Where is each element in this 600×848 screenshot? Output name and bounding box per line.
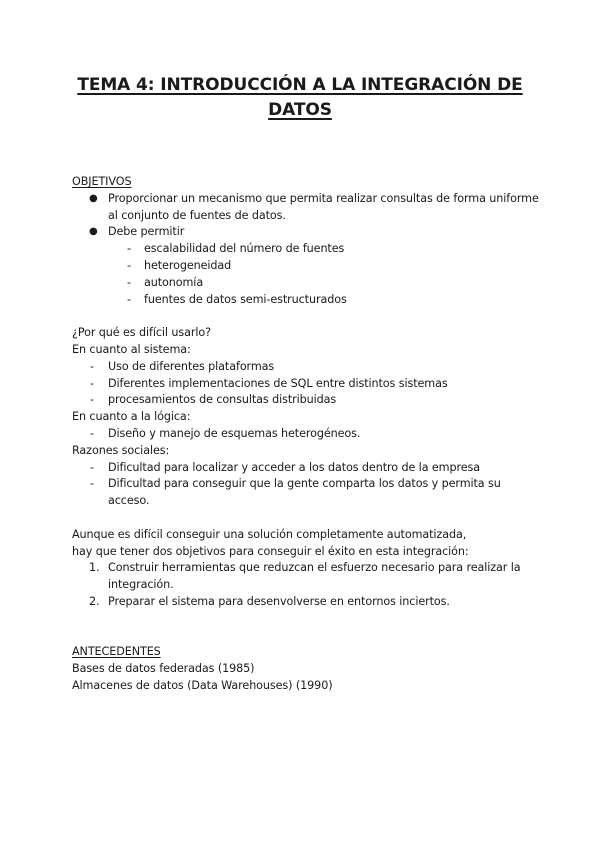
numbered-item-text: Preparar el sistema para desenvolverse en entornos inciertos.: [108, 594, 450, 608]
dash-marker: -: [90, 460, 94, 474]
page-title: [40, 73, 560, 123]
list-item-text: Dificultad para localizar y acceder a los datos dentro de la empresa: [108, 460, 481, 474]
list-item-text: Dificultad para conseguir que la gente comparta los datos y permita su acceso.: [108, 477, 501, 508]
conclusion-line-2: hay que tener dos objetivos para conseguir el éxito en esta integración:: [72, 544, 469, 558]
sub-list-item: [72, 292, 542, 309]
objetivos-section: [72, 174, 542, 695]
sub-list-item-text: fuentes de datos semi-estructurados: [144, 292, 347, 306]
dash-marker: -: [90, 477, 94, 491]
list-item-text: procesamientos de consultas distribuidas: [108, 393, 337, 407]
dash-marker: -: [90, 376, 94, 390]
sistema-label: En cuanto al sistema:: [72, 342, 191, 356]
paragraph-gap: [72, 308, 542, 325]
objetivos-heading: OBJETIVOS: [72, 175, 132, 188]
sub-list-item: [72, 241, 542, 258]
sub-list-item-text: escalabilidad del número de fuentes: [144, 242, 345, 256]
paragraph-gap: [72, 628, 542, 645]
list-item-text: Proporcionar un mecanismo que permita realizar consultas de forma uniforme al conjunto de fuentes de datos.: [108, 191, 539, 222]
number-marker: 2.: [89, 594, 100, 608]
numbered-item-text: Construir herramientas que reduzcan el esfuerzo necesario para realizar la integración.: [108, 561, 521, 592]
dash-marker: -: [90, 359, 94, 373]
title-line-2: DATOS: [268, 100, 332, 120]
sub-list-item: [72, 258, 542, 275]
bullet-marker: ●: [89, 192, 98, 204]
list-item-text: Uso de diferentes plataformas: [108, 359, 275, 373]
list-item: [72, 392, 542, 409]
list-item: [72, 191, 542, 225]
question-line: ¿Por qué es difícil usarlo?: [72, 326, 211, 340]
number-marker: 1.: [89, 561, 100, 575]
sub-list-item-text: autonomía: [144, 275, 204, 289]
numbered-item: [72, 560, 542, 594]
list-item: [72, 476, 542, 510]
list-item: [72, 359, 542, 376]
list-item: [72, 460, 542, 477]
dash-marker: -: [90, 393, 94, 407]
logica-label: En cuanto a la lógica:: [72, 410, 191, 424]
paragraph-gap: [72, 510, 542, 527]
list-item: [72, 426, 542, 443]
conclusion-line-1: Aunque es difícil conseguir una solución completamente automatizada,: [72, 527, 467, 541]
antecedentes-heading: ANTECEDENTES: [72, 645, 161, 659]
bullet-marker: ●: [89, 226, 98, 238]
title-line-1: TEMA 4: INTRODUCCIÓN A LA INTEGRACIÓN DE: [77, 75, 523, 95]
antecedentes-line: Bases de datos federadas (1985): [72, 662, 255, 676]
sociales-label: Razones sociales:: [72, 443, 170, 457]
list-item-text: Diseño y manejo de esquemas heterogéneos.: [108, 426, 361, 440]
paragraph-gap: [72, 611, 542, 628]
dash-marker: -: [90, 426, 94, 440]
dash-marker: -: [127, 258, 131, 272]
list-item: [72, 224, 542, 241]
dash-marker: -: [127, 292, 131, 306]
list-item-text: Debe permitir: [108, 225, 185, 239]
sub-list-item-text: heterogeneidad: [144, 258, 232, 272]
dash-marker: -: [127, 275, 131, 289]
list-item: [72, 376, 542, 393]
antecedentes-line: Almacenes de datos (Data Warehouses) (1990): [72, 678, 333, 692]
numbered-item: [72, 594, 542, 611]
dash-marker: -: [127, 242, 131, 256]
sub-list-item: [72, 275, 542, 292]
list-item-text: Diferentes implementaciones de SQL entre distintos sistemas: [108, 376, 448, 390]
